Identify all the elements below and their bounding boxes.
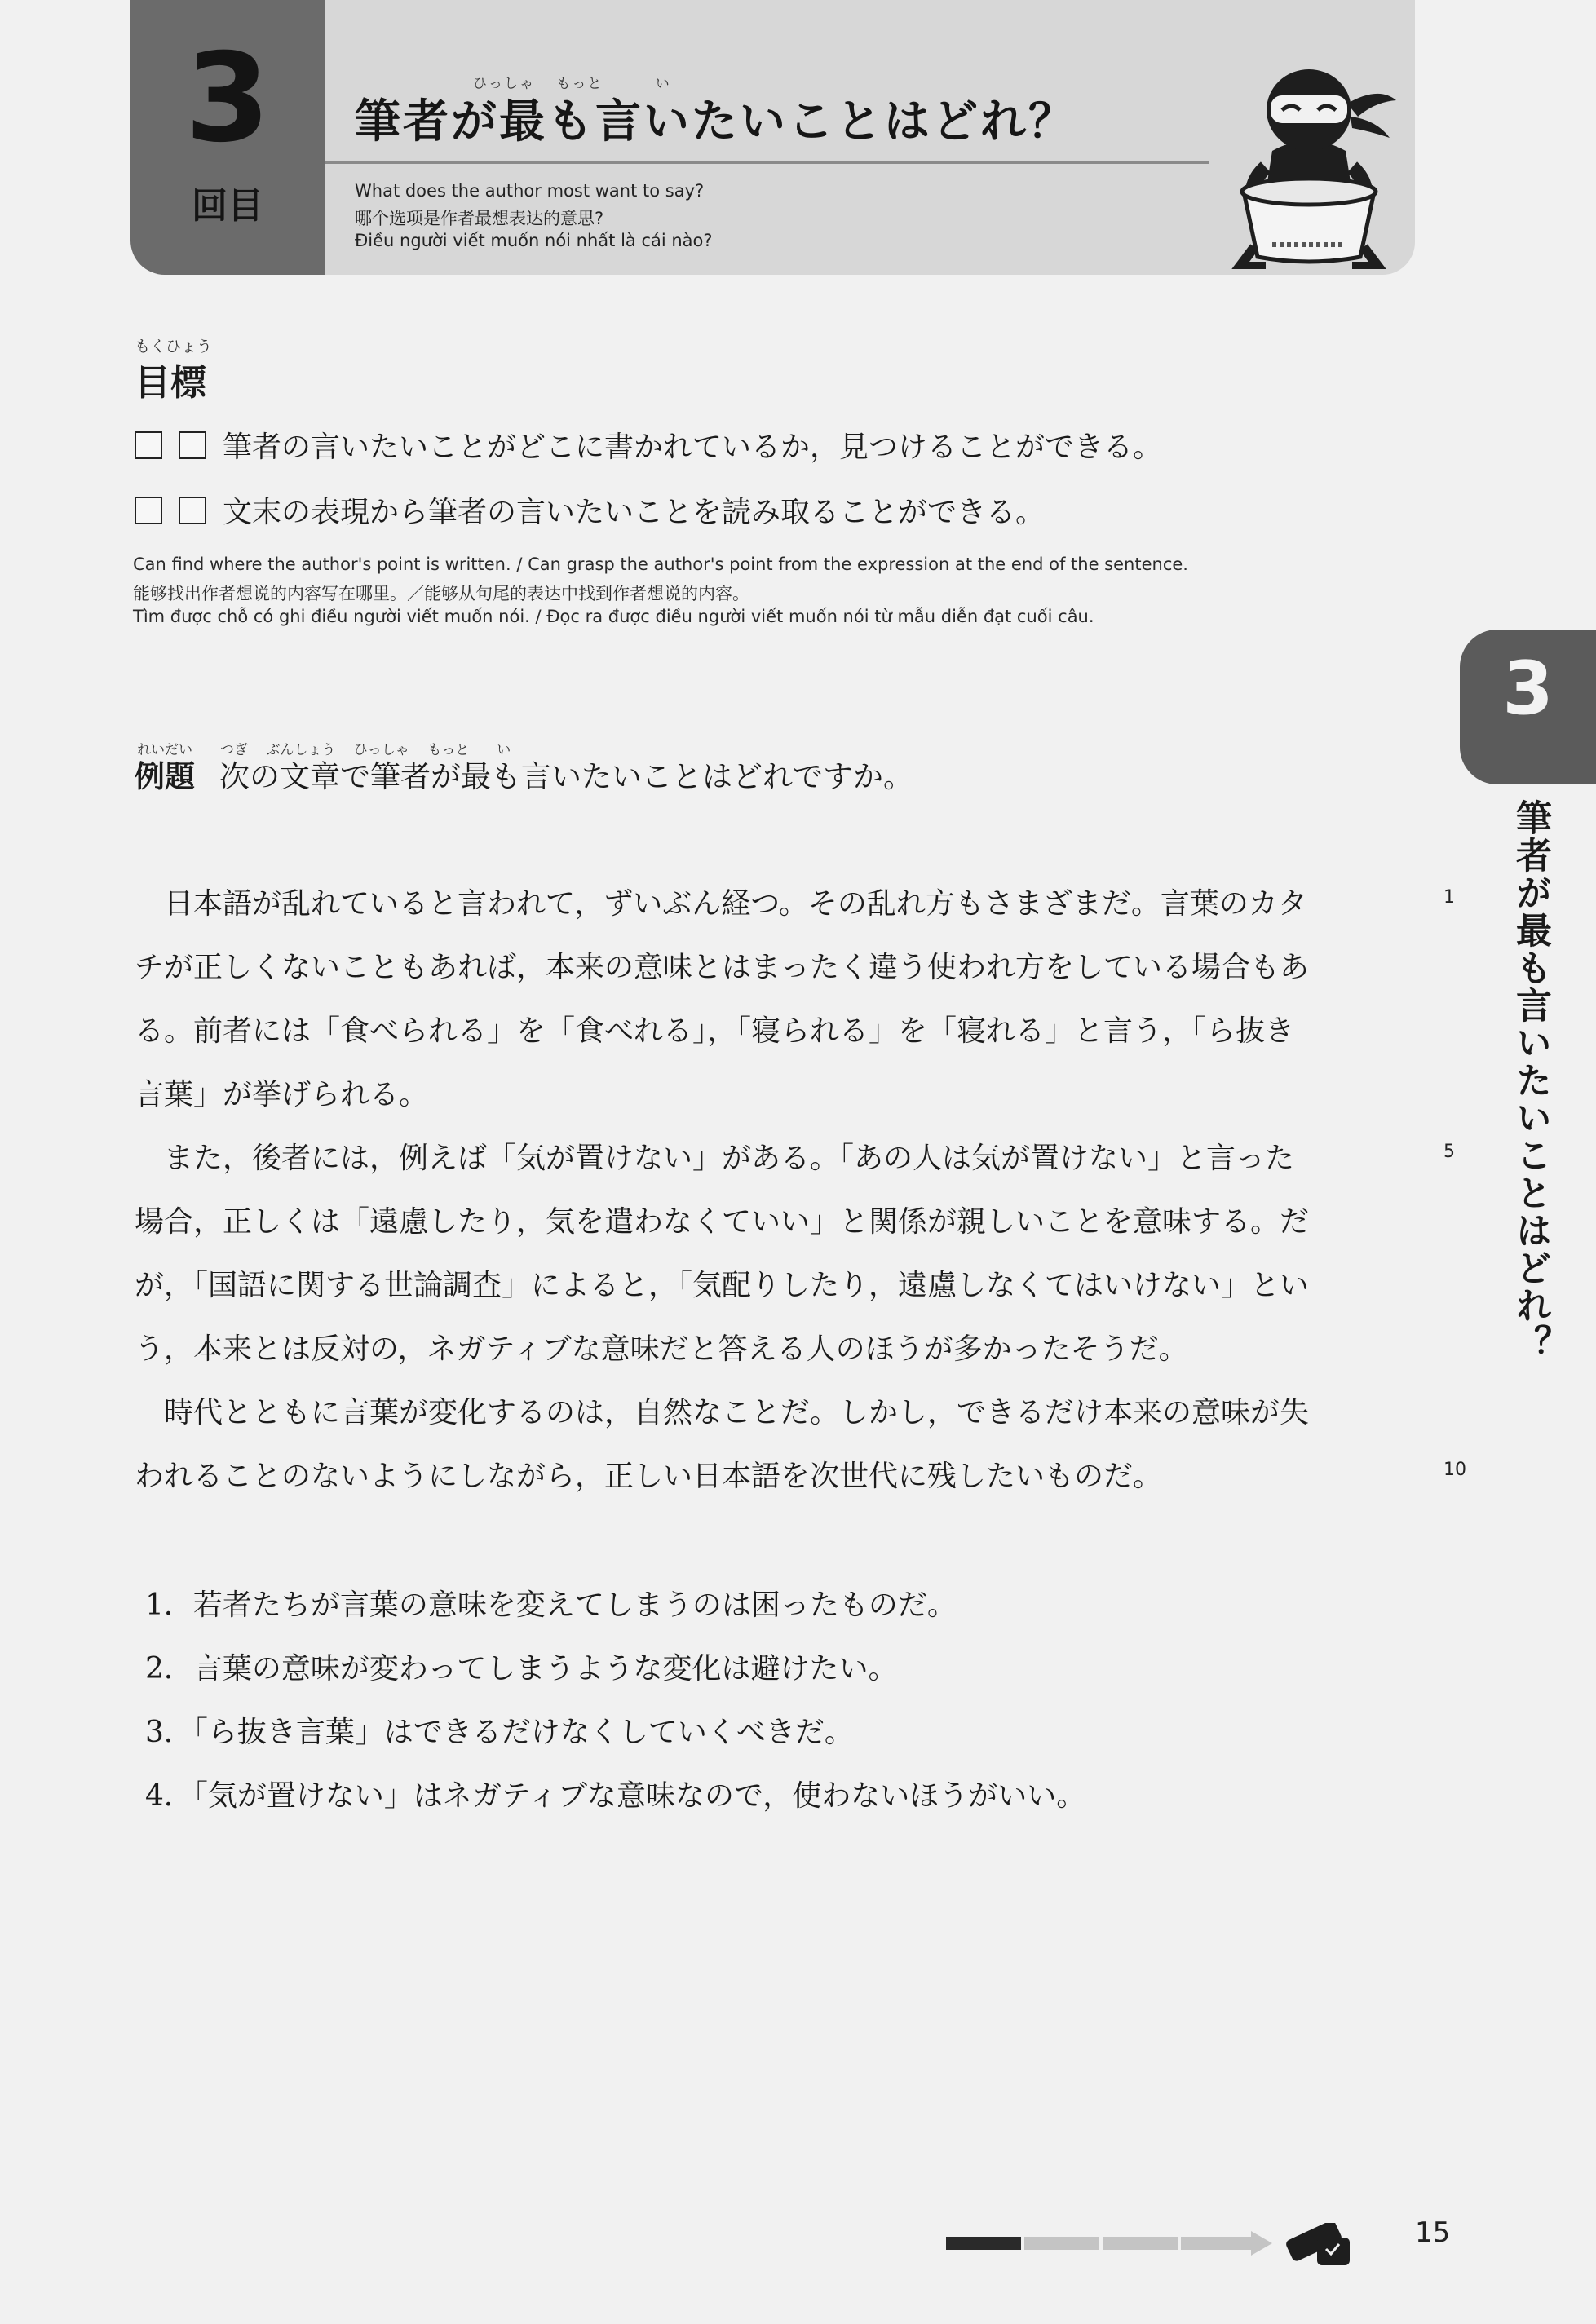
progress-segment-filled — [946, 2237, 1021, 2250]
subtitle-chinese: 哪个选项是作者最想表达的意思? — [355, 209, 604, 228]
answer-choice-3[interactable]: 3．「ら抜き言葉」はできるだけなくしていくべきだ。 — [145, 1716, 854, 1749]
side-tab-title: 筆者が最も言いたいことはどれ？ — [1510, 799, 1551, 1362]
passage-line: 言葉」が挙げられる。 — [135, 1078, 429, 1111]
passage-line: 日本語が乱れていると言われて，ずいぶん経つ。その乱れ方もさまざまだ。言葉のカタ — [135, 887, 1307, 921]
goal-translation-chinese: 能够找出作者想说的内容写在哪里。／能够从句尾的表达中找到作者想说的内容。 — [133, 584, 749, 603]
passage-line: る。前者には「食べられる」を「食べれる」，「寝られる」を「寝れる」と言う，「ら抜き — [135, 1014, 1295, 1048]
example-label: 例題 — [135, 758, 195, 794]
answer-choice-2[interactable]: 2．言葉の意味が変わってしまうような変化は避けたい。 — [145, 1652, 898, 1686]
side-tab-number: 3 — [1502, 646, 1554, 731]
goal-item-2 — [135, 489, 1045, 531]
lesson-number: 3 — [184, 28, 271, 170]
goal-translation-vietnamese: Tìm được chỗ có ghi điều người viết muốn nói. / Đọc ra được điều người viết muốn nói từ mẫu diễn đạt cuối câu. — [133, 607, 1094, 626]
page-title: 筆者が最も言いたいことはどれ？ — [355, 95, 1077, 148]
progress-segment — [1103, 2237, 1178, 2250]
ninja-mascot-icon — [1215, 53, 1403, 269]
checkbox[interactable] — [179, 497, 206, 524]
passage-line: また，後者には，例えば「気が置けない」がある。「あの人は気が置けない」と言った — [135, 1142, 1295, 1175]
progress-arrow-icon — [1251, 2231, 1272, 2256]
title-divider — [325, 161, 1209, 164]
example-question-text: 次の文章で筆者が最も言いたいことはどれですか。 — [219, 759, 913, 794]
checkbox[interactable] — [179, 431, 206, 459]
subtitle-english: What does the author most want to say? — [355, 181, 705, 201]
goals-heading: 目標 — [135, 362, 206, 404]
goal-item-1 — [135, 424, 1162, 466]
progress-bar — [946, 2223, 1403, 2280]
passage-line: 場合，正しくは「遠慮したり，気を遣わなくていい」と関係が親しいことを意味する。だ — [135, 1205, 1310, 1239]
progress-segment — [1024, 2237, 1099, 2250]
line-number: 1 — [1443, 887, 1455, 908]
line-number: 10 — [1443, 1460, 1466, 1480]
title-furigana: ひっしゃ もっと い — [473, 76, 671, 92]
answer-choice-1[interactable]: 1．若者たちが言葉の意味を変えてしまうのは困ったものだ。 — [145, 1588, 957, 1622]
goal-heading-furigana: もくひょう — [135, 338, 213, 356]
ninja-scroll-icon — [1284, 2223, 1350, 2265]
passage-line: う，本来とは反対の，ネガティブな意味だと答える人のほうが多かったそうだ。 — [135, 1332, 1188, 1366]
subtitle-vietnamese: Điều người viết muốn nói nhất là cái nào? — [355, 231, 713, 250]
example-question — [135, 752, 913, 796]
goal-text: 筆者の言いたいことがどこに書かれているか，見つけることができる。 — [223, 431, 1163, 464]
passage-line: が，「国語に関する世論調査」によると，「気配りしたり，遠慮しなくてはいけない」とい — [135, 1269, 1310, 1302]
goal-translation-english: Can find where the author's point is written. / Can grasp the author's point from the expression at the end of the sentence. — [133, 554, 1188, 574]
progress-segment — [1181, 2237, 1251, 2250]
lesson-header — [130, 0, 1415, 275]
checkbox[interactable] — [135, 497, 162, 524]
goal-text: 文末の表現から筆者の言いたいことを読み取ることができる。 — [223, 496, 1046, 529]
passage-line: チが正しくないこともあれば，本来の意味とはまったく違う使われ方をしている場合もあ — [135, 951, 1310, 984]
checkbox[interactable] — [135, 431, 162, 459]
passage-line: われることのないようにしながら，正しい日本語を次世代に残したいものだ。 — [135, 1460, 1163, 1493]
answer-choice-4[interactable]: 4．「気が置けない」はネガティブな意味なので，使わないほうがいい。 — [145, 1779, 1086, 1813]
example-furigana: れいだい つぎ ぶんしょう ひっしゃ もっと い — [137, 742, 511, 758]
page-number: 15 — [1415, 2216, 1451, 2249]
line-number: 5 — [1443, 1142, 1455, 1162]
lesson-unit-label: 回目 — [192, 185, 263, 227]
passage-line: 時代とともに言葉が変化するのは，自然なことだ。しかし，できるだけ本来の意味が失 — [135, 1396, 1310, 1429]
